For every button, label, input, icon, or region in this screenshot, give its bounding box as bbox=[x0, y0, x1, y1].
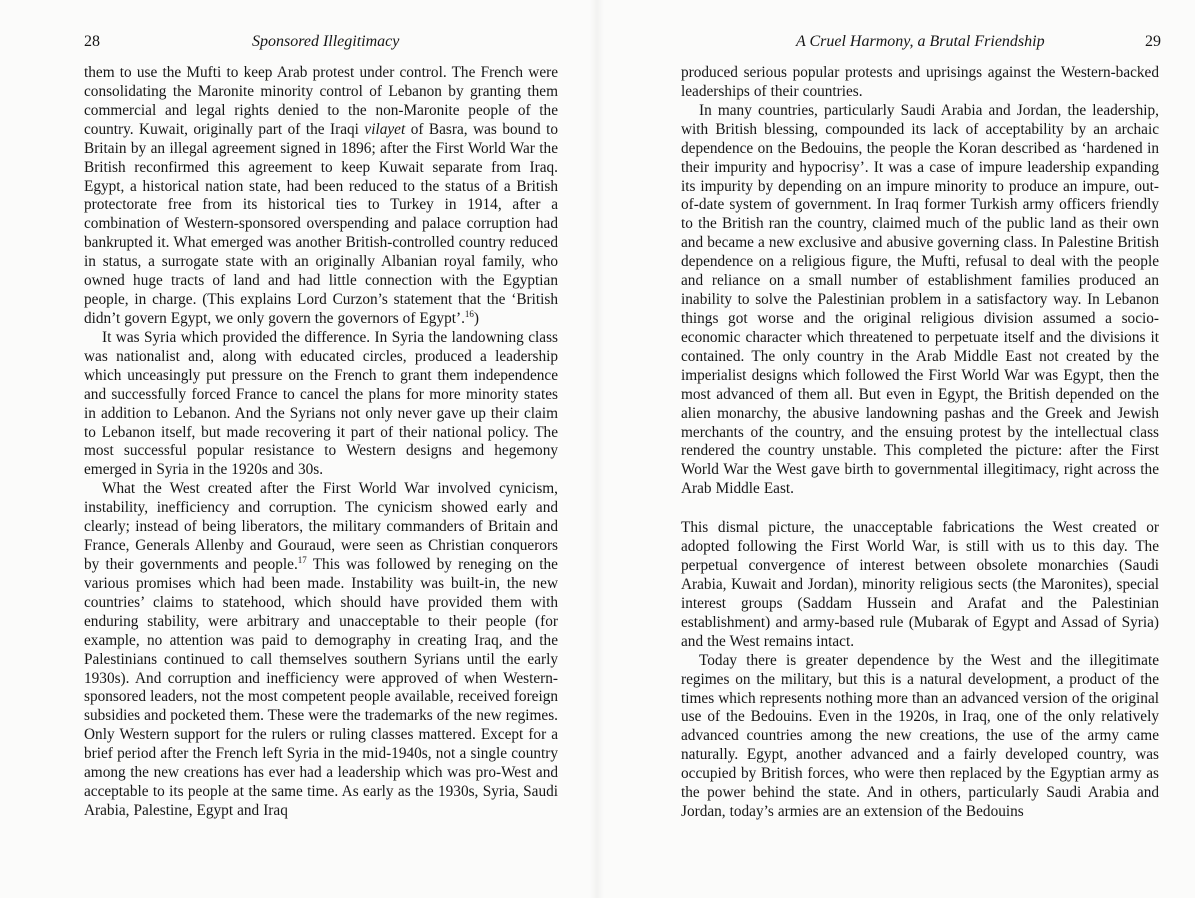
page-number: 28 bbox=[84, 33, 100, 50]
italic-term: vilayet bbox=[364, 120, 406, 138]
left-page bbox=[0, 0, 597, 898]
paragraph bbox=[84, 64, 558, 329]
right-page bbox=[597, 0, 1195, 898]
left-page-header bbox=[84, 32, 562, 54]
paragraph: This dismal picture, the unacceptable fabrications the West created or adopted following the First World War, is still with us to this day. The perpetual convergence of interest between obsolete monarchies (Saudi Arabia, Kuwait and Jordan), minority religious sects (the Maronites), special interest groups (Saddam Hussein and Arafat and the Palestinian establishment) and army-based rule (Mubarak of Egypt and Assad of Syria) and the West remains intact. bbox=[681, 519, 1159, 650]
running-head: A Cruel Harmony, a Brutal Friendship bbox=[796, 33, 1045, 50]
paragraph: In many countries, particularly Saudi Arabia and Jordan, the leadership, with British blessing, compounded its lack of acceptability by an archaic dependence on the Bedouins, the people the Koran described as ‘hardened in their impurity and hypocrisy’. It was a case of impure leadership expanding its impurity by depending on an impure minority to produce an impure, out-of-date system of government. In Iraq former Turkish army officers friendly to the British ran the country, claimed much of the public land as their own and became a new exclusive and abusive governing class. In Palestine British dependence on a religious figure, the Mufti, refusal to deal with the people and reliance on a small number of establishment families produced an inability to solve the Palestinian problem in a satisfactory way. In Lebanon things got worse and the original religious division assumed a socio-economic character which threatened to perpetuate itself and the divisions it contained. The only country in the Arab Middle East not created by the imperialist designs which followed the First World War was Egypt, then the most advanced of them all. But even in Egypt, the British depended on the alien monarchy, the abusive landowning pashas and the Greek and Jewish merchants of the country, and the ensuing protest by the intellectual class rendered the country unstable. This completed the picture: after the First World War the West gave birth to governmental illegitimacy, right across the Arab Middle East. bbox=[681, 101, 1159, 498]
paragraph: produced serious popular protests and uprisings against the Western-backed leaderships of their countries. bbox=[681, 64, 1159, 100]
paragraph-text: of Basra, was bound to Britain by an illegal agreement signed in 1896; after the First World War the British reconfirmed this agreement to keep Kuwait separate from Iraq. Egypt, a historical nation state, had been reduced to the status of a British protectorate free from its historical ties to Turkey in 1914, after a combination of Western-sponsored overspending and palace corruption had bankrupted it. What emerged was another British-controlled country reduced in status, a surrogate state with an originally Albanian royal family, who owned huge tracts of land and had little connection with the Egyptian people, in charge. (This explains Lord Curzon’s statement that the ‘British didn’t govern Egypt, we only govern the governors of Egypt’. bbox=[84, 120, 558, 327]
paragraph: It was Syria which provided the difference. In Syria the landowning class was nationalist and, along with educated circles, produced a leadership which unceasingly put pressure on the French to grant them independence and successfully forced France to cancel the plans for more minority states in addition to Lebanon. And the Syrians not only never gave up their claim to Lebanon itself, but made recovering it part of their national policy. The most successful popular resistance to Western designs and hegemony emerged in Syria in the 1920s and 30s. bbox=[84, 328, 558, 479]
left-page-body bbox=[84, 64, 558, 821]
paragraph-text: them to use the Mufti to keep Arab protest under control. The French were consolidating the Maronite minority control of Lebanon by granting them commercial and legal rights denied to the non-Maronite people of the country. Kuwait, originally part of the Iraqi bbox=[84, 64, 558, 138]
paragraph-text: This was followed by reneging on the various promises which had been made. Instability was built-in, the new countries’ claims to statehood, which should have provided them with enduring stability, were arbitrary and unacceptable to their people (for example, no attention was paid to demography in creating Iraq, and the Palestinians continued to call themselves southern Syrians until the early 1930s). And corruption and inefficiency were approved of when Western-sponsored leaders, not the most competent people available, received foreign subsidies and pocketed them. These were the trademarks of the new regimes. Only Western support for the rulers or ruling classes mattered. Except for a brief period after the French left Syria in the mid-1940s, not a single country among the new creations has ever had a leadership which was pro-West and acceptable to its people at the same time. As early as the 1930s, Syria, Saudi Arabia, Palestine, Egypt and Iraq bbox=[84, 555, 558, 819]
page-number: 29 bbox=[1145, 33, 1161, 50]
right-page-header bbox=[681, 32, 1161, 54]
paragraph-text: What the West created after the First World War involved cynicism, instability, inefficiency and corruption. The cynicism showed early and clearly; instead of being liberators, the military commanders of Britain and France, Generals Allenby and Gouraud, were seen as Christian conquerors by their governments and people. bbox=[84, 480, 558, 573]
footnote-marker: 17 bbox=[297, 554, 307, 565]
paragraph-text: ) bbox=[473, 309, 480, 327]
right-page-body bbox=[681, 64, 1159, 822]
paragraph: Today there is greater dependence by the West and the illegitimate regimes on the military, but this is a natural development, a product of the times which represents nothing more than an advanced version of the original use of the Bedouins. Even in the 1920s, in Iraq, one of the only relatively advanced countries among the new creations, the use of the army came naturally. Egypt, another advanced and a fairly developed country, was occupied by British forces, who were then replaced by the Egyptian army as the power behind the state. And in others, particularly Saudi Arabia and Jordan, today’s armies are an extension of the Bedouins bbox=[681, 651, 1159, 821]
running-head: Sponsored Illegitimacy bbox=[252, 33, 400, 50]
footnote-marker: 16 bbox=[464, 308, 474, 319]
paragraph bbox=[84, 480, 558, 821]
